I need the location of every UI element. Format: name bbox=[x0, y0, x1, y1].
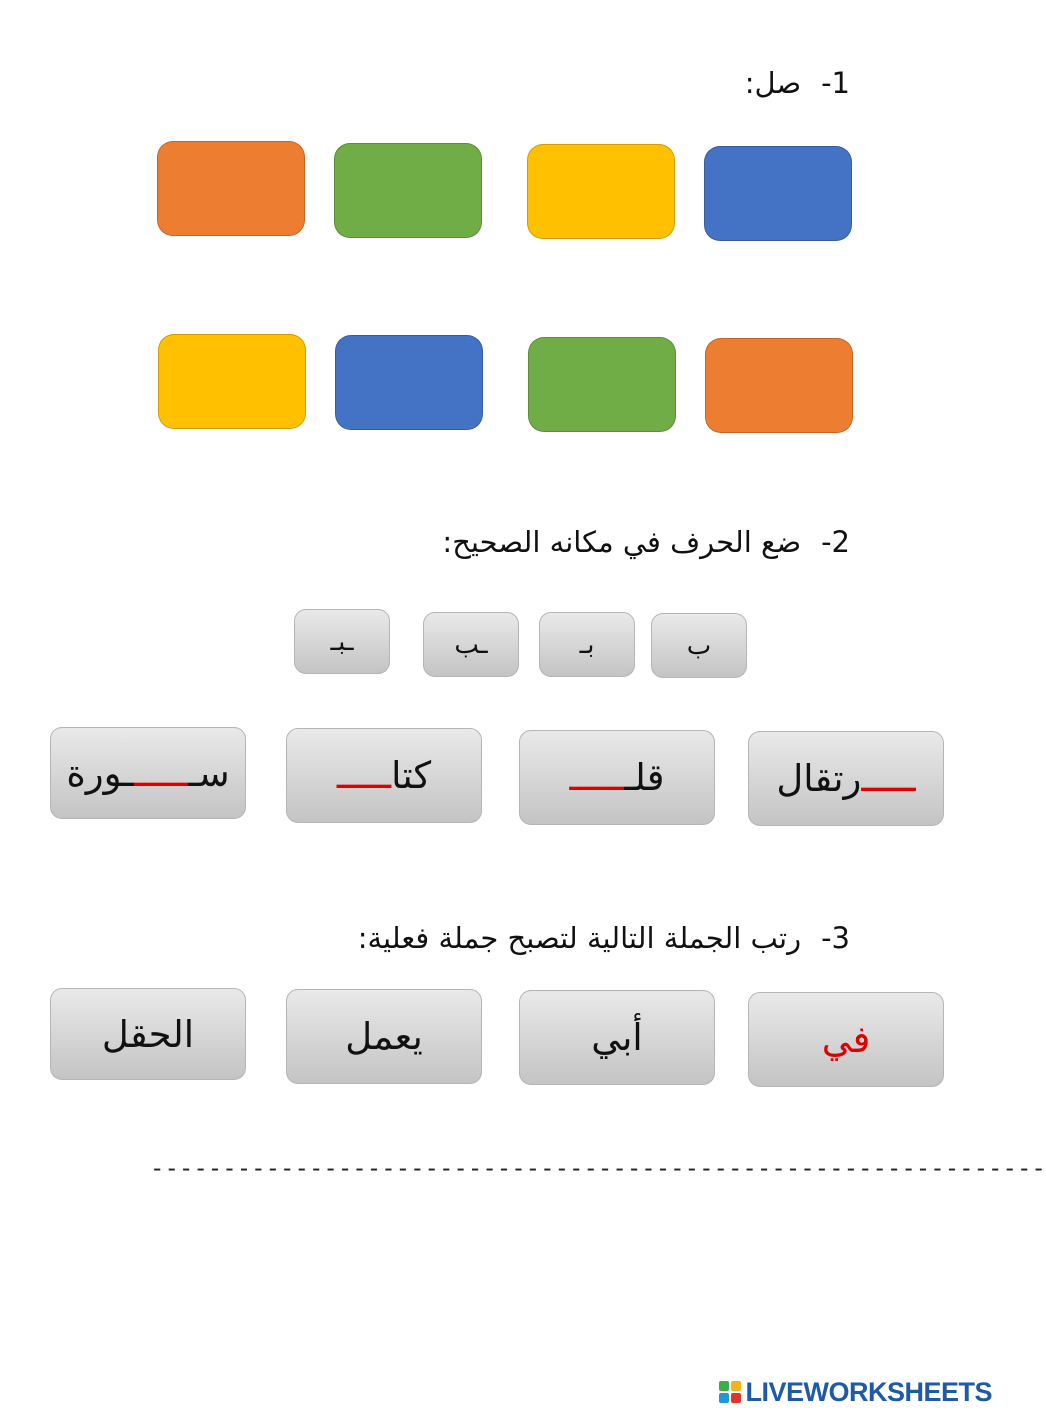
section1-number: 1- bbox=[821, 66, 850, 100]
match-tile-row2-1[interactable] bbox=[158, 334, 306, 429]
word-slot-3[interactable] bbox=[286, 728, 482, 823]
section2-heading bbox=[442, 522, 850, 562]
match-tile-row1-2[interactable] bbox=[334, 143, 482, 238]
word-slot-4[interactable] bbox=[50, 727, 246, 819]
letter-tile-isolated[interactable]: ب bbox=[651, 613, 747, 678]
liveworksheets-logo-text: LIVEWORKSHEETS bbox=[745, 1376, 992, 1407]
match-tile-row2-4[interactable] bbox=[705, 338, 853, 433]
sentence-word-1[interactable]: في bbox=[748, 992, 944, 1087]
match-tile-row1-1[interactable] bbox=[157, 141, 305, 236]
match-tile-row1-3[interactable] bbox=[527, 144, 675, 239]
section3-title: رتب الجملة التالية لتصبح جملة فعلية: bbox=[357, 921, 802, 955]
word-slot-2-before: قلـ bbox=[623, 756, 665, 799]
word-slot-2-blank: ـــــ bbox=[569, 756, 624, 799]
word-slot-1-after: رتقال bbox=[776, 757, 862, 800]
sentence-word-2[interactable]: أبي bbox=[519, 990, 715, 1085]
letter-tile-medial[interactable]: ـبـ bbox=[294, 609, 390, 674]
section2-number: 2- bbox=[821, 525, 850, 559]
word-slot-3-before: كتا bbox=[391, 754, 432, 797]
word-slot-1-blank: ـــــ bbox=[861, 757, 916, 800]
section2-title: ضع الحرف في مكانه الصحيح: bbox=[442, 525, 802, 559]
liveworksheets-logo bbox=[719, 1377, 992, 1407]
word-slot-4-blank: ـــــ bbox=[133, 751, 188, 795]
liveworksheets-logo-icon bbox=[719, 1381, 741, 1403]
word-slot-4-before: سـ bbox=[187, 751, 230, 795]
match-tile-row2-3[interactable] bbox=[528, 337, 676, 432]
word-slot-3-blank: ـــــ bbox=[336, 754, 392, 797]
section3-number: 3- bbox=[821, 921, 850, 955]
sentence-word-3[interactable]: يعمل bbox=[286, 989, 482, 1084]
section3-heading bbox=[358, 918, 850, 958]
letter-tile-final[interactable]: ـب bbox=[423, 612, 519, 677]
sentence-word-4[interactable]: الحقل bbox=[50, 988, 246, 1080]
answer-line: -------------------------------------------------------------- bbox=[150, 1154, 1046, 1182]
word-slot-1[interactable] bbox=[748, 731, 944, 826]
match-tile-row2-2[interactable] bbox=[335, 335, 483, 430]
section1-title: صل: bbox=[744, 66, 802, 100]
match-tile-row1-4[interactable] bbox=[704, 146, 852, 241]
letter-tile-initial[interactable]: بـ bbox=[539, 612, 635, 677]
section1-heading bbox=[745, 63, 850, 103]
word-slot-2[interactable] bbox=[519, 730, 715, 825]
word-slot-4-after: ـورة bbox=[66, 751, 134, 795]
